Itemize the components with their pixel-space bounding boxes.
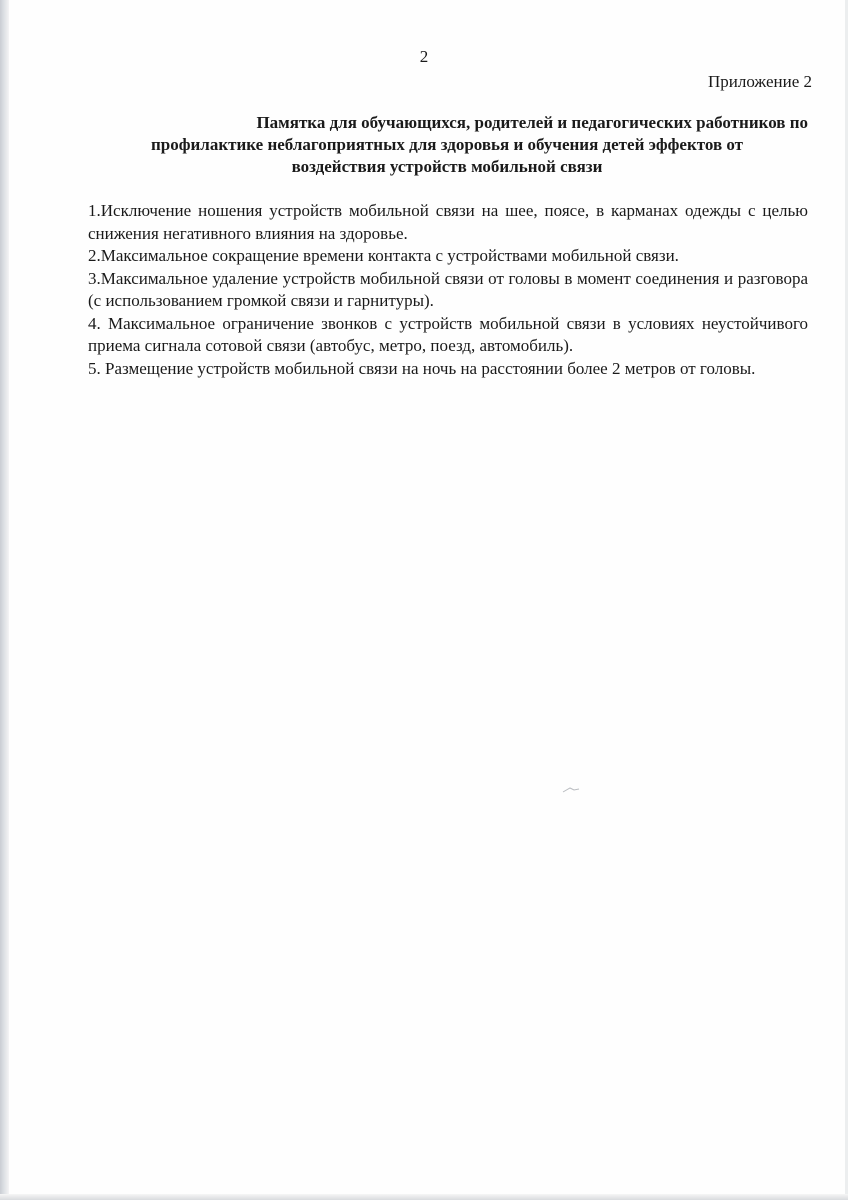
rules-list xyxy=(88,200,808,380)
rule-item: 2.Максимальное сокращение времени контакта с устройствами мобильной связи. xyxy=(88,246,679,265)
scan-edge-bottom xyxy=(0,1194,848,1200)
title-line: Памятка для обучающихся, родителей и педагогических работников по xyxy=(256,113,808,132)
title-line: профилактике неблагоприятных для здоровья и обучения детей эффектов от xyxy=(151,135,743,154)
appendix-label: Приложение 2 xyxy=(708,72,812,91)
document-title xyxy=(86,112,808,178)
rule-item: 3.Максимальное удаление устройств мобильной связи от головы в момент соединения и разговора (с использованием громкой связи и гарнитуры). xyxy=(88,268,808,310)
rule-item: 1.Исключение ношения устройств мобильной связи на шее, поясе, в карманах одежды с целью снижения негативного влияния на здоровье. xyxy=(88,201,808,243)
title-line: воздействия устройств мобильной связи xyxy=(291,157,603,176)
scan-edge-left xyxy=(0,0,9,1200)
page-number: 2 xyxy=(419,47,429,66)
rule-item: 4. Максимальное ограничение звонков с устройств мобильной связи в условиях неустойчивого приема сигнала сотовой связи (автобус, метро, поезд, автомобиль). xyxy=(88,313,808,355)
rule-item: 5. Размещение устройств мобильной связи на ночь на расстоянии более 2 метров от головы. xyxy=(88,358,756,378)
scan-speck xyxy=(562,786,580,794)
